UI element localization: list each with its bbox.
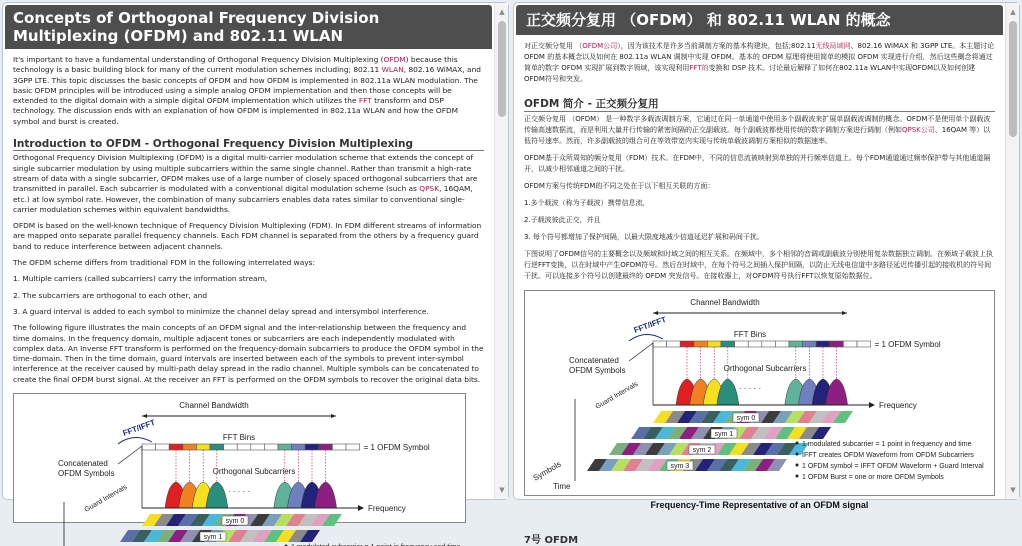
figure-caption: Frequency-Time Representative of an OFDM signal xyxy=(650,500,869,510)
intro-text: transform and DSP technology. The discussion ends with an explanation of how OFDM is implemented in 802.11a WLAN and how the OFDM symbol and burst is created. xyxy=(13,96,459,126)
qpsk-link[interactable]: QPSK公司 xyxy=(902,126,935,134)
svg-text:Frequency: Frequency xyxy=(368,504,406,514)
next-section-heading: 7号 OFDM xyxy=(524,535,579,546)
svg-text:= 1 OFDM Symbol: = 1 OFDM Symbol xyxy=(874,340,941,349)
ofdm-diagram xyxy=(525,291,985,497)
intro-text: 变换和 DSP 技术。讨论最后解释了如何在802.11a WLAN中实现OFDM以及如何创建OFDM符号和突发。 xyxy=(524,64,976,83)
section-heading: Introduction to OFDM - Orthogonal Frequency Division Multiplexing xyxy=(13,139,484,151)
paragraph-text: , 16QAM, etc.) at low symbol rate. However, the combination of many subcarriers enables data rates similar to conventional single-carrier modulation schemes within equivalent bandwidths. xyxy=(13,184,473,214)
qpsk-link[interactable]: QPSK xyxy=(419,184,440,194)
ofdm-diagram xyxy=(14,394,474,542)
ofdm-figure xyxy=(524,290,995,496)
svg-text:Channel Bandwidth: Channel Bandwidth xyxy=(690,298,760,307)
svg-text:= 1 OFDM Symbol: = 1 OFDM Symbol xyxy=(363,443,430,453)
svg-text:sym 3: sym 3 xyxy=(670,463,690,470)
paragraph-text: 正交频分复用 （OFDM） 是一种数字多载波调制方案，它通过在同一单通道中使用多个副载波来扩展单副载波调制的概念。OFDM不是使用单个副载波传输高速数据流，而是利用大量并行传输的紧密间隔的正交副载波。每个副载波都使用传统的数字调制方案进行调制（例如 xyxy=(524,115,991,134)
svg-text:· · · · ·: · · · · · xyxy=(227,487,251,497)
scroll-up-arrow-icon[interactable]: ▲ xyxy=(1010,8,1016,16)
paragraph-ofdm-definition xyxy=(13,153,484,215)
svg-text:Channel Bandwidth: Channel Bandwidth xyxy=(179,401,249,411)
scroll-up-arrow-icon[interactable]: ▲ xyxy=(499,8,505,16)
svg-text:Guard Intervals: Guard Intervals xyxy=(594,380,640,411)
paragraph-text: 、16QAM 等）以低符号速率。然而，许多副载波的组合可在等效带宽内实现与传统单载波调制方案相似的数据速率。 xyxy=(524,126,991,145)
section-heading: OFDM 简介 - 正交频分复用 xyxy=(524,99,995,112)
chinese-pane-content xyxy=(514,3,1005,546)
wlan-link[interactable]: WLAN xyxy=(381,65,404,75)
svg-text:1 OFDM Burst = one or more OFD: 1 OFDM Burst = one or more OFDM Symbols xyxy=(802,474,944,481)
paragraph-fdm: OFDM基于众所周知的频分复用（FDM）技术。在FDM中，不同的信息流被映射到单独的并行频率信道上。每个FDM通道通过频率保护带与其他通道隔开，以减少相邻通道之间的干扰。 xyxy=(524,154,991,173)
fft-link[interactable]: FFT的 xyxy=(689,64,709,72)
svg-text:Orthogonal Subcarriers: Orthogonal Subcarriers xyxy=(723,364,807,373)
scrollbar[interactable] xyxy=(494,3,508,499)
fft-link[interactable]: FFT xyxy=(358,96,372,106)
intro-paragraph xyxy=(524,41,995,85)
svg-text:Concatenated: Concatenated xyxy=(569,356,619,365)
page-title: Concepts of Orthogonal Frequency Division Multiplexing (OFDM) and 802.11 WLAN xyxy=(5,5,492,49)
ofdm-link[interactable]: OFDM公司 xyxy=(582,42,618,50)
svg-text:OFDM Symbols: OFDM Symbols xyxy=(58,469,115,479)
svg-text:Guard Intervals: Guard Intervals xyxy=(83,483,129,514)
list-item: 1.多个载波（称为子载波）携带信息流， xyxy=(524,199,650,207)
svg-text:sym 2: sym 2 xyxy=(692,447,712,454)
svg-text:sym 1: sym 1 xyxy=(203,534,223,542)
intro-text: 对正交频分复用 （ xyxy=(524,42,583,50)
svg-text:IFFT creates OFDM Waveform fro: IFFT creates OFDM Waveform from OFDM Subcarriers xyxy=(802,452,974,459)
svg-text:OFDM Symbols: OFDM Symbols xyxy=(569,366,626,375)
paragraph-fdm: OFDM is based on the well-known technique of Frequency Division Multiplexing (FDM). In FDM different streams of information are mapped onto separate parallel frequency channels. Each FDM channel is separated from the others by a frequency guard band to reduce interference between adjacent channels. xyxy=(13,221,482,251)
svg-text:FFT Bins: FFT Bins xyxy=(222,433,256,443)
svg-text:sym 0: sym 0 xyxy=(225,518,245,526)
svg-text:Frequency: Frequency xyxy=(879,401,917,410)
list-item: 3. A guard interval is added to each symbol to minimize the channel delay spread and intersymbol interference. xyxy=(13,306,429,316)
scroll-down-arrow-icon[interactable]: ▼ xyxy=(1010,486,1016,494)
svg-text:Concatenated: Concatenated xyxy=(58,459,108,469)
paragraph-figure-description: The following figure illustrates the main concepts of an OFDM signal and the inter-relationship between the frequency and time domains. In the frequency domain, multiple adjacent tones or subcarriers are each independently modulated with complex data. An Inverse FFT transform is performed on the frequency-domain subcarriers to produce the OFDM symbol in the time-domain. Then in the time domain, guard intervals are inserted between each of the symbols to prevent inter-symbol interference at the receiver caused by multi-path delay spread in the radio channel. Multiple symbols can be concatenated to create the final OFDM burst signal. At the receiver an FFT is performed on the OFDM symbols to recover the original data bits. xyxy=(13,323,484,384)
list-item: 2.子载波彼此正交，并且 xyxy=(524,216,601,224)
intro-text: ) because this technology is a basic building block for many of the current modulation schemes including; 802.11 xyxy=(13,55,458,75)
list-item: 2. The subcarriers are orthogonal to each other, and xyxy=(13,290,208,300)
svg-text:· · · · ·: · · · · · xyxy=(738,384,762,393)
svg-text:Orthogonal Subcarriers: Orthogonal Subcarriers xyxy=(212,467,296,477)
paragraph-text: Orthogonal Frequency Division Multiplexing (OFDM) is a digital multi-carrier modulation scheme that extends the concept of single subcarrier modulation by using multiple subcarriers within the same single channel. Rather than transmit a high-rate stream of data with a single subcarrier, OFDM makes use of a large number of closely spaced orthogonal subcarriers that are transmitted in parallel. Each subcarrier is modulated with a conventional digital modulation scheme (such as xyxy=(13,153,478,194)
list-item: 1. Multiple carriers (called subcarriers) carry the information stream, xyxy=(13,274,268,284)
list-item: 3. 每个符号都增加了保护间隔，以最大限度地减少信道延迟扩展和码间干扰。 xyxy=(524,233,764,241)
svg-text:sym 1: sym 1 xyxy=(714,431,734,438)
intro-paragraph xyxy=(13,55,484,127)
scroll-down-arrow-icon[interactable]: ▼ xyxy=(499,486,505,494)
intro-text: , 802.16 WiMAX, and 3GPP LTE. This topic discusses the basic concepts of OFDM and how OFDM is implemented in 802.11a WLAN modulation. The basic OFDM principles will be introduced using a simple analog OFDM implementation and then those concepts will be extended to the digital domain with a simple digital OFDM implementation which utilizes the xyxy=(13,65,481,106)
svg-text:FFT/IFFT: FFT/IFFT xyxy=(121,417,157,438)
ofdm-figure xyxy=(13,393,466,542)
paragraph-figure-description: 下图说明了OFDM信号的主要概念以及频域和时域之间的相互关系。在频域中，多个相邻的音调或副载波分别使用复杂数据独立调制。在频域子载波上执行逆FFT变换，以在时域中产生OFDM符号。然后在时域中，在每个符号之间插入保护间隔，以防止无线电信道中多路径延迟传播引起的接收机的符号间干扰。可以连接多个符号以创建最终的 OFDM 突发信号。在接收器上，对OFDM符号执行FFT以恢复原始数据位。 xyxy=(524,250,993,280)
svg-text:1 OFDM symbol = IFFT OFDM Wave: 1 OFDM symbol = IFFT OFDM Waveform + Guard Interval xyxy=(802,463,984,470)
wlan-link[interactable]: 无线局域网 xyxy=(815,42,851,50)
svg-text:Symbols: Symbols xyxy=(531,459,563,483)
svg-text:Time: Time xyxy=(553,482,571,491)
chinese-pane xyxy=(513,2,1020,546)
paragraph-ofdm-definition xyxy=(524,114,995,147)
svg-text:FFT Bins: FFT Bins xyxy=(733,330,767,339)
paragraph-differences: The OFDM scheme differs from traditional FDM in the following interrelated ways: xyxy=(13,258,315,268)
english-pane-content xyxy=(3,3,494,542)
scrollbar-thumb[interactable] xyxy=(1009,21,1017,137)
paragraph-differences: OFDM方案与传统FDM的不同之处在于以下相互关联的方面： xyxy=(524,182,715,190)
english-pane xyxy=(2,2,509,542)
scrollbar[interactable] xyxy=(1005,3,1019,499)
page-title: 正交频分复用 （OFDM） 和 802.11 WLAN 的概念 xyxy=(516,5,1003,35)
scrollbar-thumb[interactable] xyxy=(498,21,506,117)
svg-text:1 modulated subcarrier = 1 poi: 1 modulated subcarrier = 1 point in frequency and time xyxy=(802,441,972,448)
intro-text: 、802.16 WiMAX 和 3GPP LTE。本主题讨论 OFDM 的基本概念以及如何在 802.11a WLAN 调制中实现 OFDM。基本的 OFDM 原理将使用简单的模拟 OFDM 实现进行介绍，然后这些概念将通过简单的数字 OFDM 实现扩展到数字领域，该实现利用 xyxy=(524,42,995,72)
ofdm-link[interactable]: OFDM xyxy=(383,55,406,64)
intro-text: ），因为该技术是许多当前调制方案的基本构建块，包括;802.11 xyxy=(617,42,816,50)
svg-text:sym 0: sym 0 xyxy=(736,415,756,422)
svg-text:FFT/IFFT: FFT/IFFT xyxy=(632,314,668,335)
intro-text: It's important to have a fundamental understanding of Orthogonal Frequency Division Multiplexing ( xyxy=(13,55,384,64)
